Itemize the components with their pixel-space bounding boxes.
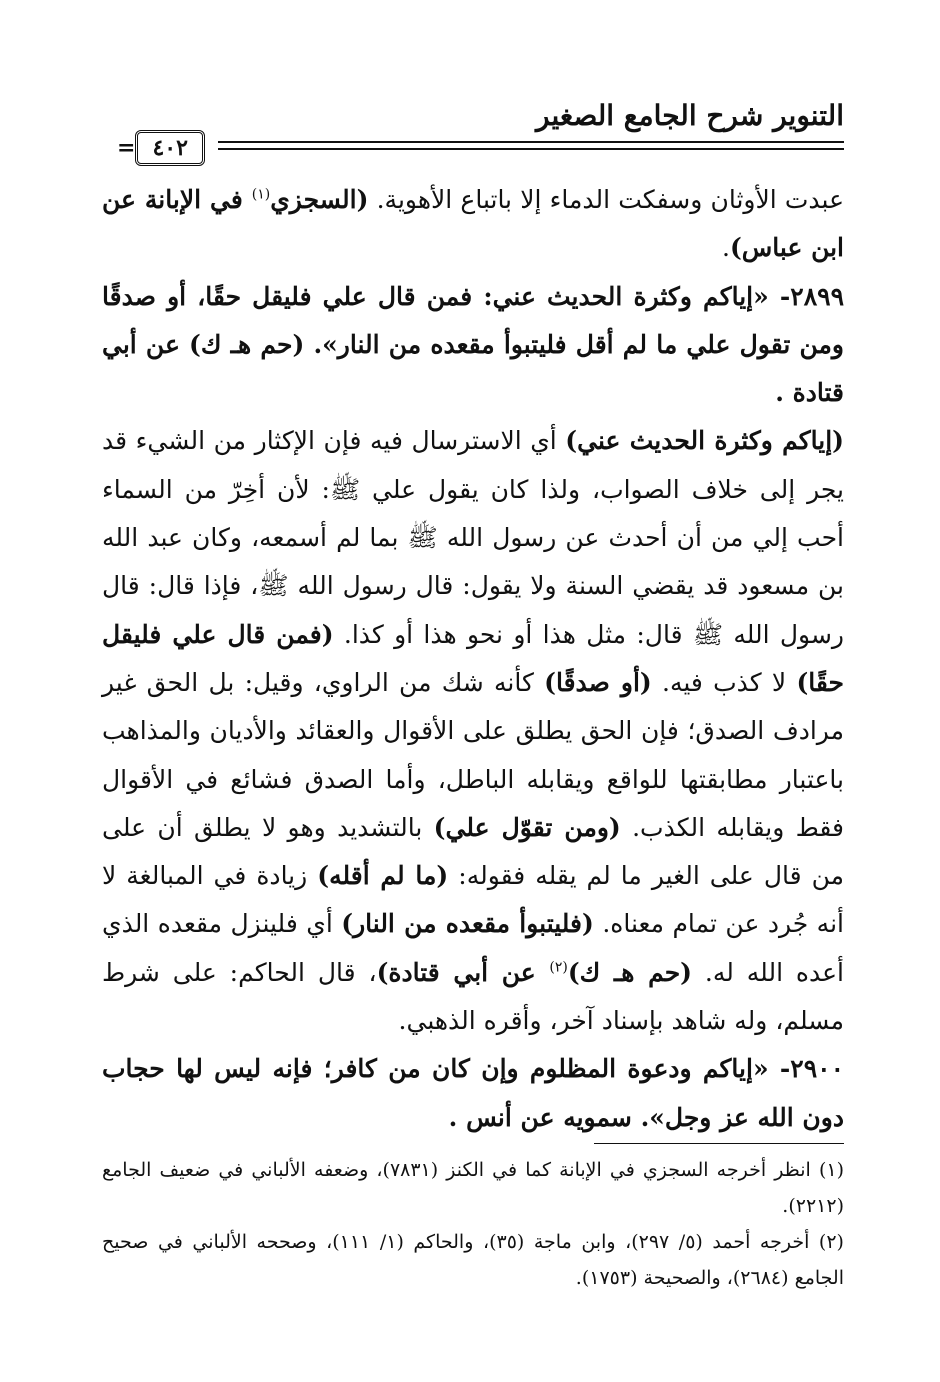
quoted-phrase: (فمن قال علي فليقل حقًا) — [102, 619, 844, 697]
source-citation: عن أبي قتادة) — [376, 957, 550, 987]
page-number-box — [100, 128, 218, 168]
text-run: . — [721, 233, 730, 263]
text-run: ، قال الحاكم: على شرط مسلم، وله شاهد بإسناد آخر، وأقره الذهبي. — [102, 957, 844, 1036]
page-mark: = — [117, 135, 136, 161]
text-run: كأنه شك من الراوي، وقيل: بل الحق غير مرادف الصدق؛ فإن الحق يطلق على الأقوال والعقائد والأديان والمذاهب باعتبار مطابقتها للواقع ويقابله الباطل، وأما الصدق فشائع في الأقوال فقط ويقابله الكذب. — [102, 667, 845, 842]
text-run: أي الاسترسال فيه فإن الإكثار من الشيء قد يجر إلى خلاف الصواب، ولذا كان يقول علي ﷺ: لأن أخِرّ من السماء أحب إلي من أن أحدث عن رسول الله ﷺ بما لم أسمعه، وكان عبد الله بن مسعود قد يقضي السنة ولا يقول: قال رسول الله ﷺ، فإذا قال: قال رسول الله ﷺ قال: مثل هذا أو نحو هذا أو كذا. — [102, 426, 844, 649]
footnote-ref: (١) — [251, 186, 271, 203]
footnote-divider — [594, 1143, 844, 1144]
text-run: بالتشديد وهو لا يطلق أن على من قال على الغير ما لم يقله فقوله: — [102, 812, 844, 891]
page-number: ٤٠٢ — [135, 130, 204, 166]
paragraph — [102, 176, 844, 273]
footnote-2: (٢) أخرجه أحمد (٥/ ٢٩٧)، وابن ماجة (٣٥)، والحاكم (١/ ١١١)، وصححه الألباني في صحيح الجامع (٢٦٨٤)، والصحيحة (١٧٥٣). — [102, 1231, 844, 1289]
quoted-phrase: (فليتبوأ مقعده من النار) — [341, 909, 594, 939]
hadith-text: ٢٨٩٩- «إياكم وكثرة الحديث عني — [492, 281, 844, 311]
hadith-text: ٢٩٠٠- «إياكم ودعوة المظلوم وإن كان من كافر؛ فإنه ليس لها حجاب دون الله عز وجل». سمويه عن أنس . — [102, 1054, 844, 1132]
quoted-phrase: (ومن تقوّل علي) — [433, 812, 621, 842]
source-citation: في الإبانة عن ابن عباس) — [102, 185, 844, 263]
text-run: لا كذب فيه. — [651, 667, 797, 697]
footnotes — [102, 1152, 844, 1296]
text-run: زيادة في المبالغة لا أنه جُرد عن تمام معناه. — [102, 861, 844, 939]
hadith-2900 — [102, 1045, 844, 1142]
quoted-phrase: (ما لم أقله) — [317, 861, 449, 891]
hadith-text: : فمن قال علي فليقل حقًا، أو صدقًا ومن تقول علي ما لم أقل فليتبوأ مقعده من النار». (حم هـ ك) عن أبي قتادة . — [102, 281, 844, 408]
quoted-phrase: (أو صدقًا) — [544, 667, 652, 697]
main-text — [102, 176, 844, 1142]
header-rule — [218, 141, 844, 143]
text-run: أي فلينزل مقعده الذي أعده الله له. — [102, 909, 844, 987]
hadith-2899 — [102, 273, 844, 418]
source-citation: (السجزي — [270, 185, 369, 214]
commentary-paragraph — [102, 417, 844, 1045]
header-rule — [218, 148, 844, 150]
footnote-1: (١) انظر أخرجه السجزي في الإبانة كما في الكنز (٧٨٣١)، وضعفه الألباني في ضعيف الجامع (٢٢١٢). — [102, 1159, 844, 1217]
source-citation: (حم هـ ك) — [567, 957, 693, 987]
running-header-title: التنوير شرح الجامع الصغير — [536, 99, 844, 132]
footnote-ref: (٢) — [549, 959, 568, 976]
text-run: عبدت الأوثان وسفكت الدماء إلا باتباع الأهوية. — [368, 185, 844, 214]
quoted-phrase: (إياكم وكثرة الحديث عني) — [565, 426, 844, 456]
